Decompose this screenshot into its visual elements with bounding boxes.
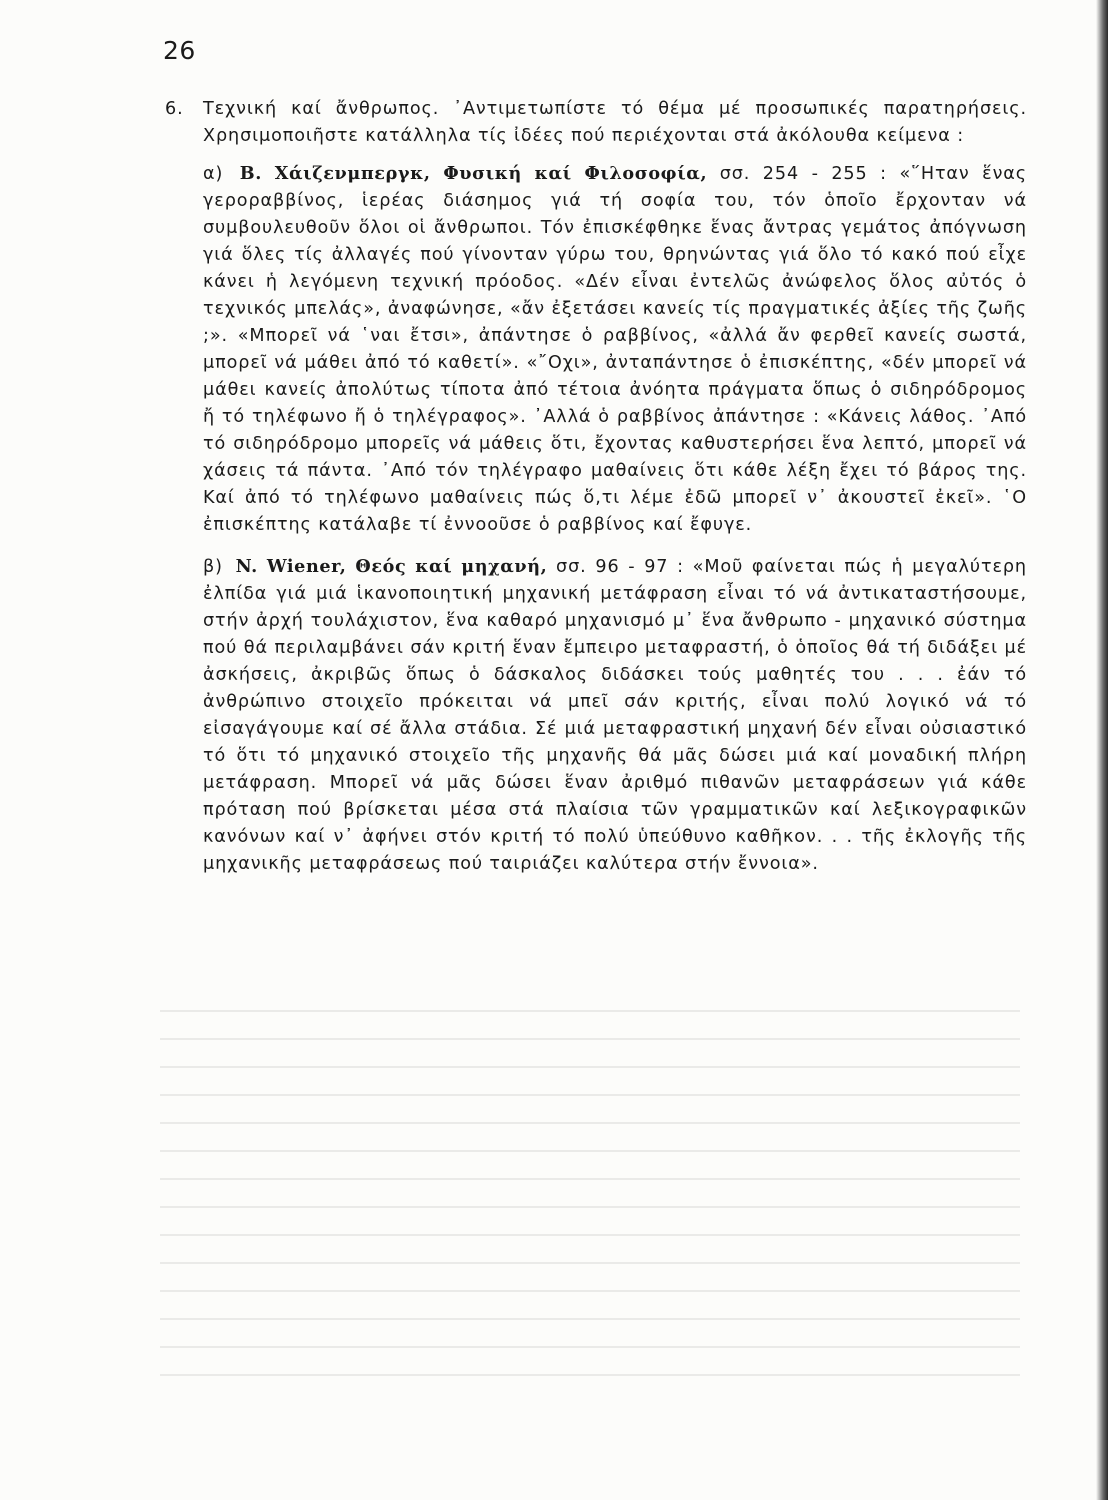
exercise-item [165,96,1027,878]
exercise-intro: Τεχνική καί ἄνθρωπος. ᾿Αντιμετωπίστε τό θέμα μέ προσωπικές παρατηρήσεις. Χρησιμοποιῆστε κατάλληλα τίς ἰδέες πού περιέχονται στά ἀκόλουθα κείμενα : [203,99,1027,146]
quote-b-reference: N. Wiener, Θεός καί μηχανή, [235,556,548,577]
quote-a-text: «῞Ηταν ἕνας γεροραββίνος, ἱερέας διάσημος γιά τή σοφία του, τόν ὁποῖο ἔρχονταν νά συμβουλευθοῦν ὅλοι οἱ ἄνθρωποι. Τόν ἐπισκέφθηκε ἕνας ἄντρας γεμάτος ἀπόγνωση γιά ὅλες τίς ἀλλαγές πού γίνονταν γύρω του, θρηνώντας γιά ὅλο τό κακό πού εἶχε κάνει ἡ λεγόμενη τεχνική πρόοδος. «Δέν εἶναι ἐντελῶς ἀνώφελος ὅλος αὐτός ὁ τεχνικός μπελάς», ἀναφώνησε, «ἄν ἐξετάσει κανείς τίς πραγματικές ἀξίες τῆς ζωῆς ;». «Μπορεῖ νά ῾ναι ἔτσι», ἀπάντησε ὁ ραββίνος, «ἀλλά ἄν φερθεῖ κανείς σωστά, μπορεῖ νά μάθει ἀπό τό καθετί». «῎Οχι», ἀνταπάντησε ὁ ἐπισκέπτης, «δέν μπορεῖ νά μάθει κανείς ἀπολύτως τίποτα ἀπό τέτοια ἀνόητα πράγματα ὅπως ὁ σιδηρόδρομος ἤ τό τηλέφωνο ἤ ὁ τηλέγραφος». ᾿Αλλά ὁ ραββίνος ἀπάντησε : «Κάνεις λάθος. ᾿Από τό σιδηρόδρομο μπορεῖς νά μάθεις ὅτι, ἔχοντας καθυστερήσει ἕνα λεπτό, μπορεῖ νά χάσεις τά πάντα. ᾿Από τόν τηλέγραφο μαθαίνεις ὅτι κάθε λέξη ἔχει τό βάρος της. Καί ἀπό τό τηλέφωνο μαθαίνεις πώς ὅ,τι λέμε ἐδῶ μπορεῖ ν᾿ ἀκουστεῖ ἐκεῖ». ῾Ο ἐπισκέπτης κατάλαβε τί ἐννοοῦσε ὁ ραββίνος καί ἔφυγε. [203,164,1028,535]
scan-edge-shadow [1096,0,1108,1500]
exercise-intro-block [203,96,1027,150]
quote-b-paragraph [203,553,1027,878]
quote-a [203,160,1027,539]
page-number: 26 [163,36,196,65]
quote-b-pages: σσ. 96 - 97 : [556,557,684,577]
exercise-heading [165,96,1027,150]
quote-b-text: «Μοῦ φαίνεται πώς ἡ μεγαλύτερη ἐλπίδα γιά μιά ἱκανοποιητική μηχανική μετάφραση εἶναι τό νά ἀντικαταστήσουμε, στήν ἀρχή τουλάχιστον, ἕνα καθαρό μηχανισμό μ᾿ ἕνα ἄνθρωπο - μηχανικό σύστημα πού θά περιλαμβάνει σάν κριτή ἕναν ἔμπειρο μεταφραστή, ὁ ὁποῖος θά τή διδάξει μέ ἀσκήσεις, ἀκριβῶς ὅπως ὁ δάσκαλος διδάσκει τούς μαθητές του . . . ἐάν τό ἀνθρώπινο στοιχεῖο πρόκειται νά μπεῖ σάν κριτής, εἶναι πολύ λογικό νά τό εἰσαγάγουμε καί σέ ἄλλα στάδια. Σέ μιά μεταφραστική μηχανή δέν εἶναι οὐσιαστικό τό ὅτι τό μηχανικό στοιχεῖο τῆς μηχανῆς θά μᾶς δώσει μιά καί μοναδική πλήρη μετάφραση. Μπορεῖ νά μᾶς δώσει ἕναν ἀριθμό πιθανῶν μεταφράσεων γιά κάθε πρόταση πού βρίσκεται μέσα στά πλαίσια τῶν γραμματικῶν καί λεξικογραφικῶν κανόνων καί ν᾿ ἀφήνει στόν κριτή τό πολύ ὑπεύθυνο καθῆκον. . . τῆς ἐκλογῆς τῆς μηχανικῆς μεταφράσεως πού ταιριάζει καλύτερα στήν ἔννοια». [203,557,1027,874]
show-through-text [160,1010,1020,1380]
quote-a-pages: σσ. 254 - 255 : [719,164,887,184]
quote-a-reference: Β. Χάιζενμπεργκ, Φυσική καί Φιλοσοφία, [239,163,708,184]
exercise-number: 6. [165,99,184,119]
quote-a-label: α) [203,164,224,184]
quote-b-label: β) [203,557,223,577]
quote-a-paragraph [203,160,1027,539]
quote-b [203,553,1027,878]
